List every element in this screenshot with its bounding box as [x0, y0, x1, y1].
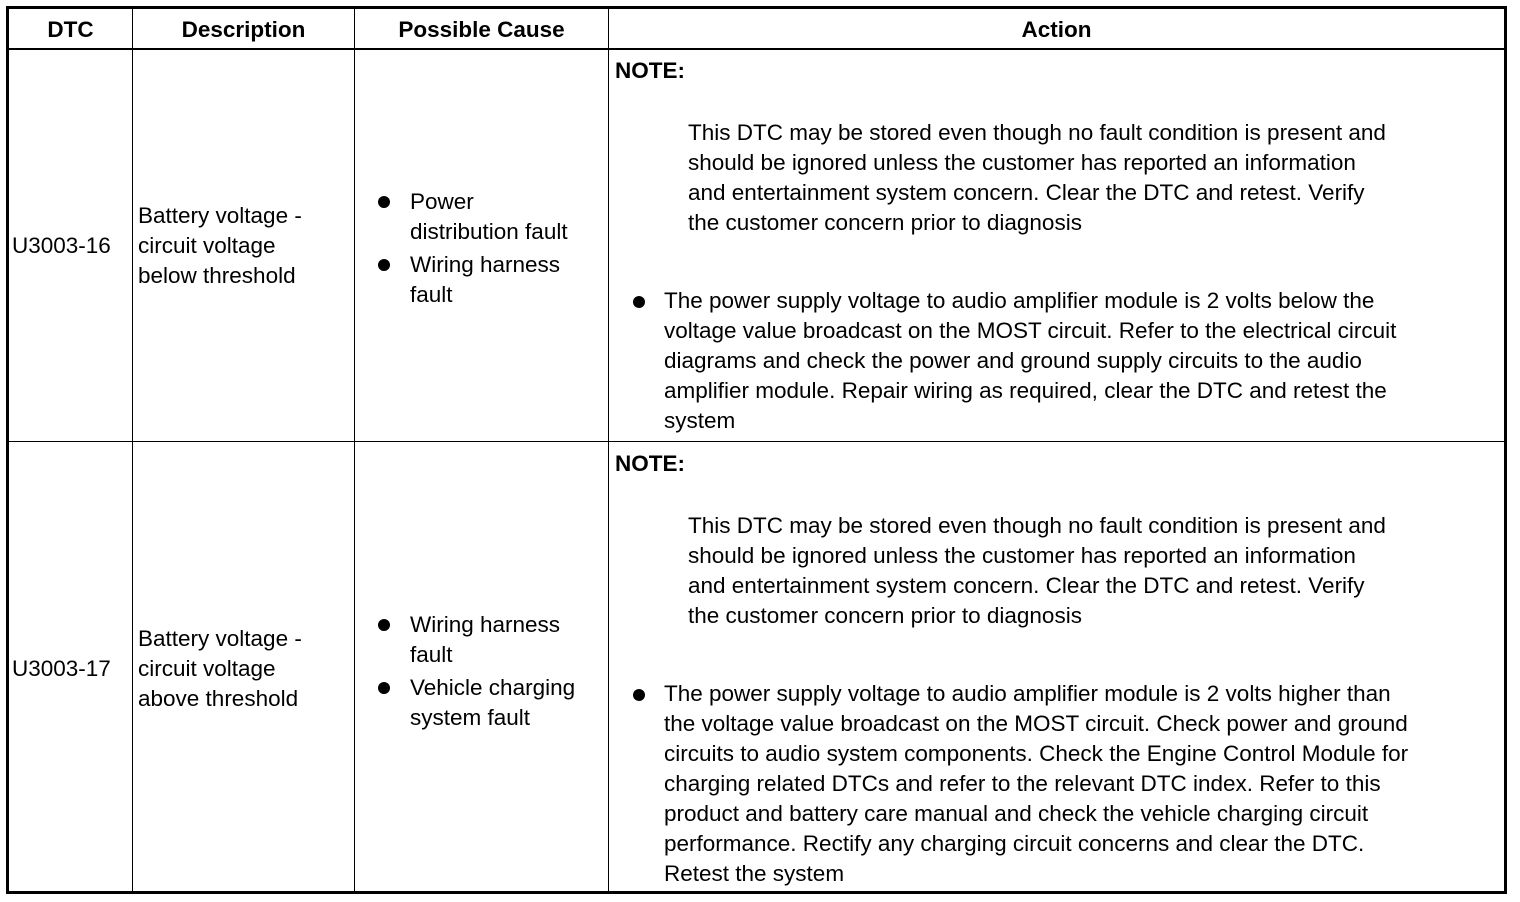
- cause-line: Vehicle charging: [410, 674, 576, 700]
- action-line: circuits to audio system components. Check the Engine Control Module for: [664, 741, 1409, 766]
- cause-line: fault: [410, 641, 453, 667]
- cause-item: [378, 250, 568, 310]
- action-line: performance. Rectify any charging circuit concerns and clear the DTC.: [664, 831, 1365, 856]
- action-line: Retest the system: [664, 861, 845, 886]
- action-line: voltage value broadcast on the MOST circuit. Refer to the electrical circuit: [664, 318, 1397, 343]
- description-line: Battery voltage -: [138, 625, 302, 651]
- cause-line: Power: [410, 188, 474, 214]
- note-line: the customer concern prior to diagnosis: [688, 210, 1082, 235]
- bullet-icon: [378, 196, 390, 208]
- cause-line: fault: [410, 281, 453, 307]
- cause-line: distribution fault: [410, 218, 568, 244]
- dtc-code: [12, 443, 111, 894]
- bullet-icon: [378, 259, 390, 271]
- note-text: [688, 118, 1386, 238]
- cause-item: [378, 673, 575, 733]
- note-line: and entertainment system concern. Clear the DTC and retest. Verify: [688, 573, 1365, 598]
- header-action: Action: [1021, 17, 1092, 42]
- bullet-icon: [633, 296, 645, 308]
- header-description: Description: [181, 17, 306, 42]
- description-line: Battery voltage -: [138, 202, 302, 228]
- note-text: [688, 511, 1386, 631]
- description-cell: [138, 443, 302, 894]
- cause-line: system fault: [410, 704, 531, 730]
- row-divider: [9, 441, 1504, 442]
- dtc-code: [12, 50, 111, 441]
- action-text: [664, 286, 1396, 436]
- note-label: NOTE:: [615, 451, 685, 476]
- action-line: charging related DTCs and refer to the relevant DTC index. Refer to this: [664, 771, 1381, 796]
- bullet-icon: [378, 619, 390, 631]
- description-line: circuit voltage: [138, 232, 276, 258]
- cause-item: [378, 187, 568, 247]
- action-text: [664, 679, 1408, 889]
- action-line: diagrams and check the power and ground supply circuits to the audio: [664, 348, 1362, 373]
- note-line: and entertainment system concern. Clear the DTC and retest. Verify: [688, 180, 1365, 205]
- description-cell: [138, 50, 302, 441]
- cause-item: [378, 610, 575, 670]
- dtc-code-text: U3003-16: [12, 232, 111, 258]
- header-dtc: DTC: [47, 17, 94, 42]
- note-line: the customer concern prior to diagnosis: [688, 603, 1082, 628]
- bullet-icon: [378, 682, 390, 694]
- note-line: This DTC may be stored even though no fault condition is present and: [688, 120, 1386, 145]
- possible-cause-list: [378, 50, 568, 441]
- note-line: should be ignored unless the customer has reported an information: [688, 150, 1356, 175]
- action-line: amplifier module. Repair wiring as required, clear the DTC and retest the: [664, 378, 1387, 403]
- note-label: NOTE:: [615, 58, 685, 83]
- action-line: product and battery care manual and check the vehicle charging circuit: [664, 801, 1369, 826]
- action-line: the voltage value broadcast on the MOST circuit. Check power and ground: [664, 711, 1408, 736]
- cause-line: Wiring harness: [410, 611, 561, 637]
- possible-cause-list: [378, 443, 575, 894]
- note-line: should be ignored unless the customer has reported an information: [688, 543, 1356, 568]
- cause-line: Wiring harness: [410, 251, 561, 277]
- description-line: below threshold: [138, 262, 296, 288]
- column-divider: [132, 9, 133, 891]
- action-line: system: [664, 408, 736, 433]
- note-line: This DTC may be stored even though no fault condition is present and: [688, 513, 1386, 538]
- dtc-code-text: U3003-17: [12, 655, 111, 681]
- action-line: The power supply voltage to audio amplifier module is 2 volts below the: [664, 288, 1375, 313]
- bullet-icon: [633, 689, 645, 701]
- description-line: circuit voltage: [138, 655, 276, 681]
- column-divider: [608, 9, 609, 891]
- action-line: The power supply voltage to audio amplifier module is 2 volts higher than: [664, 681, 1391, 706]
- description-line: above threshold: [138, 685, 299, 711]
- column-divider: [354, 9, 355, 891]
- header-possible-cause: Possible Cause: [398, 17, 565, 42]
